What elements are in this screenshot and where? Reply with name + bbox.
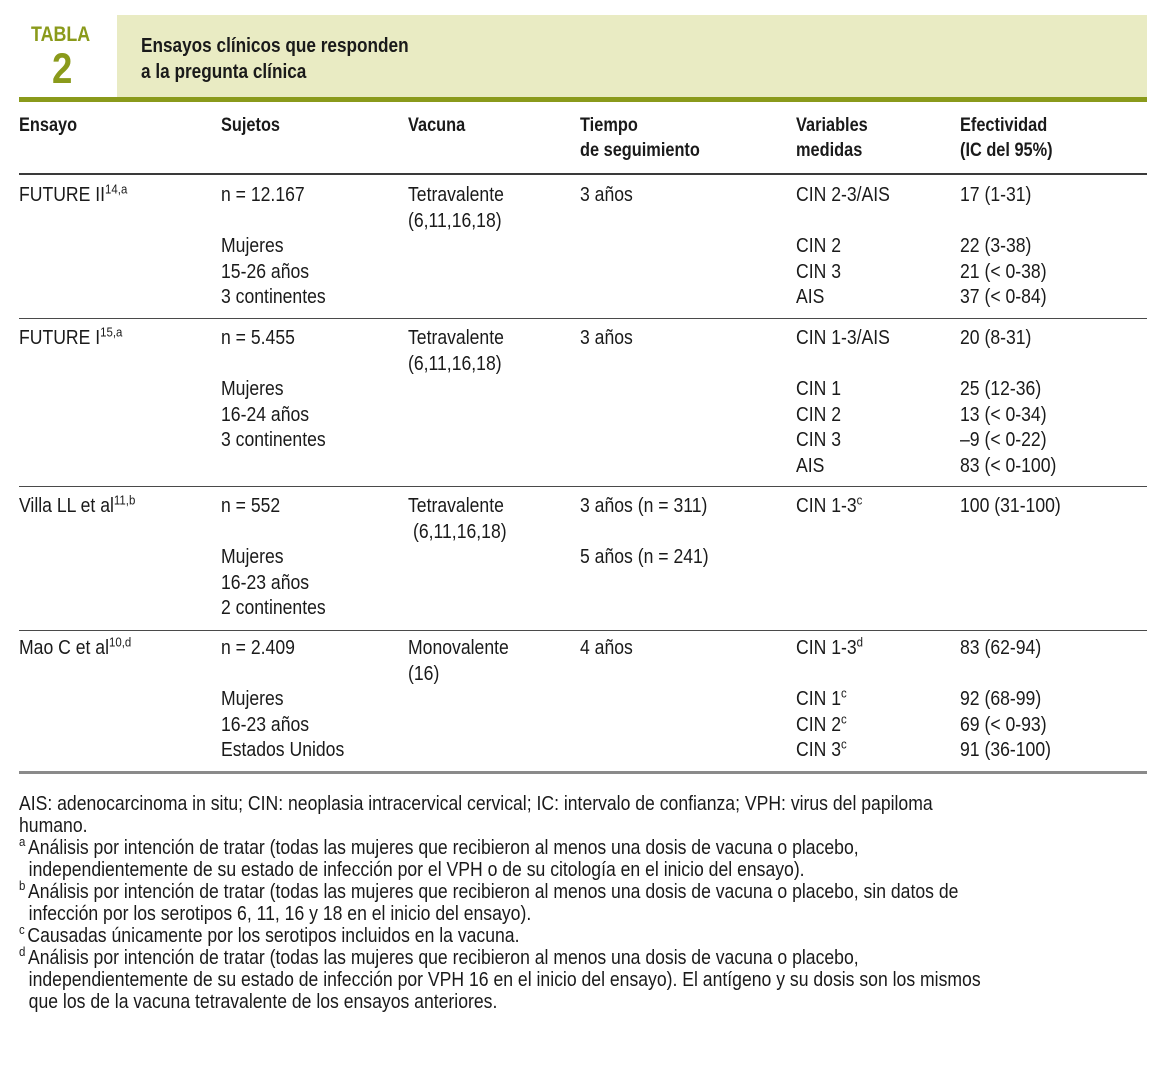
variable-label: AIS (796, 454, 825, 477)
cell-ensayo (19, 183, 127, 208)
footnote-c (19, 922, 1022, 947)
cell-efectividad: 25 (12-36) (960, 378, 1042, 400)
cell-variable (796, 636, 863, 661)
cell-sujetos: 3 continentes (221, 429, 326, 451)
variable-footnote-mark: c (840, 736, 847, 752)
variable-footnote-mark: c (840, 685, 847, 701)
cell-sujetos: Estados Unidos (221, 739, 345, 761)
variable-label: AIS (796, 286, 825, 308)
cell-efectividad: 22 (3-38) (960, 235, 1032, 257)
footnote-c-text: Causadas únicamente por los serotipos incluidos en la vacuna. (27, 925, 520, 947)
cell-sujetos: Mujeres (221, 688, 284, 710)
cell-sujetos: n = 5.455 (221, 327, 295, 349)
cell-sujetos: 16-24 años (221, 403, 310, 426)
tabla-number: 2 (52, 45, 73, 93)
cell-efectividad: 37 (< 0-84) (960, 286, 1047, 308)
cell-sujetos: n = 552 (221, 495, 281, 517)
cell-efectividad: –9 (< 0-22) (960, 429, 1047, 451)
cell-variable (796, 738, 847, 763)
cell-efectividad: 83 (< 0-100) (960, 454, 1057, 477)
variable-label: CIN 1-3 (796, 495, 857, 517)
variable-footnote-mark: c (840, 710, 847, 726)
cell-tiempo: 3 años (580, 327, 633, 349)
cell-efectividad: 100 (31-100) (960, 495, 1061, 517)
cell-vacuna: (6,11,16,18) (413, 520, 507, 543)
cell-efectividad: 17 (1-31) (960, 184, 1032, 206)
cell-vacuna: Tetravalente (408, 495, 504, 517)
cell-sujetos: 2 continentes (221, 597, 326, 619)
variable-footnote-mark: d (856, 634, 864, 650)
footnote-b-text: Análisis por intención de tratar (todas las mujeres que recibieron al menos una dosis de vacuna o placebo, sin datos de (28, 881, 959, 903)
cell-variable (796, 403, 841, 428)
cell-variable (796, 377, 841, 402)
variable-label: CIN 2-3/AIS (796, 184, 890, 206)
ensayo-reference: 10,d (108, 634, 132, 650)
cell-variable (796, 260, 841, 285)
tabla-label: TABLA (31, 23, 91, 46)
cell-efectividad: 20 (8-31) (960, 327, 1032, 349)
variable-label: CIN 1-3 (796, 637, 857, 659)
cell-variable (796, 234, 841, 259)
cell-efectividad: 69 (< 0-93) (960, 713, 1047, 736)
variable-label: CIN 3 (796, 429, 841, 451)
table-number-box (19, 15, 117, 97)
row-divider (19, 318, 1147, 319)
variable-label: CIN 1-3/AIS (796, 327, 890, 349)
cell-sujetos: n = 12.167 (221, 184, 305, 206)
cell-sujetos: Mujeres (221, 378, 284, 400)
variable-label: CIN 2 (796, 403, 841, 426)
ensayo-name: FUTURE II (19, 184, 106, 206)
ensayo-name: Mao C et al (19, 637, 109, 659)
cell-efectividad: 83 (62-94) (960, 637, 1042, 659)
cell-ensayo (19, 326, 122, 351)
cell-efectividad: 92 (68-99) (960, 688, 1042, 710)
cell-vacuna: (6,11,16,18) (408, 352, 502, 375)
column-header-sujetos: Sujetos (221, 115, 281, 136)
cell-sujetos: n = 2.409 (221, 637, 295, 659)
footnote-d (19, 944, 1022, 969)
ensayo-reference: 15,a (100, 324, 123, 340)
cell-sujetos: Mujeres (221, 235, 284, 257)
cell-vacuna: (16) (408, 662, 440, 685)
cell-vacuna: Tetravalente (408, 327, 504, 349)
variable-label: CIN 1 (796, 688, 841, 710)
cell-sujetos: 16-23 años (221, 571, 310, 594)
table-title-line-2: a la pregunta clínica (141, 61, 307, 83)
cell-sujetos: 16-23 años (221, 713, 310, 736)
cell-variable (796, 454, 824, 479)
cell-tiempo: 3 años (580, 184, 633, 206)
table-header (19, 15, 1147, 97)
ensayo-reference: 11,b (113, 492, 136, 508)
footnote-d-mark: d (19, 944, 26, 960)
cell-efectividad: 21 (< 0-38) (960, 260, 1047, 283)
variable-label: CIN 3 (796, 739, 841, 761)
cell-variable (796, 687, 847, 712)
cell-variable (796, 494, 862, 519)
footnote-b (19, 878, 1022, 903)
column-header-efectividad: Efectividad (IC del 95%) (960, 115, 1053, 161)
footnote-b-cont: infección por los serotipos 6, 11, 16 y 18 en el inicio del ensayo). (28, 903, 532, 925)
footnote-a (19, 834, 1022, 859)
cell-vacuna: Monovalente (408, 637, 509, 659)
cell-sujetos: 3 continentes (221, 286, 326, 308)
footnote-a-text: Análisis por intención de tratar (todas las mujeres que recibieron al menos una dosis de vacuna o placebo, (28, 837, 859, 859)
footnote-a-cont: independientemente de su estado de infección por el VPH o de su citología en el inicio del ensayo). (28, 859, 805, 881)
footnote-b-mark: b (19, 878, 26, 894)
cell-variable (796, 183, 890, 208)
variable-label: CIN 1 (796, 378, 841, 400)
footnote-d-cont-2: que los de la vacuna tetravalente de los ensayos anteriores. (28, 991, 498, 1013)
cell-efectividad: 91 (36-100) (960, 739, 1051, 761)
footnote-c-mark: c (19, 922, 25, 938)
row-divider (19, 486, 1147, 487)
column-header-ensayo: Ensayo (19, 115, 78, 136)
variable-label: CIN 2 (796, 235, 841, 257)
cell-vacuna: (6,11,16,18) (408, 209, 502, 232)
table-title (141, 33, 409, 85)
ensayo-name: Villa LL et al (19, 495, 114, 517)
column-header-tiempo: Tiempo de seguimiento (580, 115, 700, 161)
footnotes (19, 793, 1155, 1013)
table-title-line-1: Ensayos clínicos que responden (141, 35, 409, 57)
variable-label: CIN 3 (796, 260, 841, 283)
cell-tiempo: 3 años (n = 311) (580, 495, 708, 517)
cell-variable (796, 285, 824, 310)
footnote-d-cont-1: independientemente de su estado de infección por VPH 16 en el inicio del ensayo). El antígeno y su dosis son los mismos (28, 969, 981, 991)
ensayo-name: FUTURE I (19, 327, 101, 349)
cell-tiempo: 5 años (n = 241) (580, 546, 709, 568)
cell-ensayo (19, 636, 131, 661)
footnote-abbrev-cont: humano. (19, 815, 88, 837)
header-rule (19, 173, 1147, 175)
column-header-variables: Variables medidas (796, 115, 868, 161)
bottom-rule (19, 771, 1147, 774)
cell-variable (796, 326, 890, 351)
footnote-abbrev: AIS: adenocarcinoma in situ; CIN: neoplasia intracervical cervical; IC: intervalo de confianza; VPH: virus del papiloma (19, 793, 933, 815)
cell-variable (796, 710, 847, 738)
cell-sujetos: 15-26 años (221, 260, 310, 283)
cell-vacuna: Tetravalente (408, 184, 504, 206)
variable-label: CIN 2 (796, 713, 841, 736)
column-header-vacuna: Vacuna (408, 115, 466, 136)
cell-sujetos: Mujeres (221, 546, 284, 568)
cell-ensayo (19, 494, 135, 519)
table-title-box (117, 15, 1147, 97)
cell-variable (796, 428, 841, 453)
cell-efectividad: 13 (< 0-34) (960, 403, 1047, 426)
footnote-a-mark: a (19, 834, 26, 850)
variable-footnote-mark: c (856, 492, 863, 508)
ensayo-reference: 14,a (105, 181, 128, 197)
footnote-d-text: Análisis por intención de tratar (todas las mujeres que recibieron al menos una dosis de vacuna o placebo, (28, 947, 859, 969)
top-rule (19, 97, 1147, 102)
row-divider (19, 630, 1147, 631)
cell-tiempo: 4 años (580, 637, 633, 659)
